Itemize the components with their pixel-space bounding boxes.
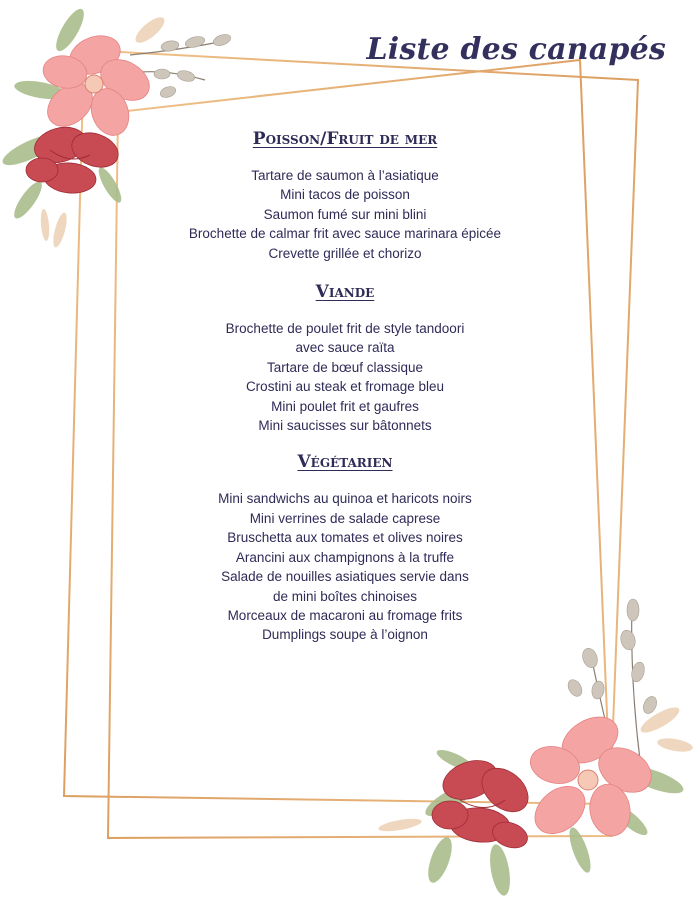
section-heading: Végétarien [297, 452, 393, 473]
item-list [130, 166, 560, 263]
menu-item: Mini sandwichs au quinoa et haricots noirs [218, 491, 472, 507]
menu-item: Brochette de calmar frit avec sauce marinara épicée [188, 226, 502, 242]
item-list [130, 319, 560, 435]
menu-item: Crostini au steak et fromage bleu [245, 379, 445, 395]
menu-item: Mini saucisses sur bâtonnets [258, 418, 432, 434]
menu-item: Brochette de poulet frit de style tandoori [225, 321, 465, 337]
menu-item: Tartare de bœuf classique [266, 359, 424, 375]
menu-item: Mini tacos de poisson [280, 187, 410, 203]
section-viande [130, 281, 560, 435]
menu-item: Bruschetta aux tomates et olives noires [227, 530, 463, 546]
section-poisson [130, 128, 560, 263]
menu-list [130, 128, 560, 645]
page-title: Liste des canapés [366, 32, 666, 68]
menu-item: Morceaux de macaroni au fromage frits [227, 607, 463, 623]
menu-item: Salade de nouilles asiatiques servie dans [221, 569, 469, 585]
item-list [130, 489, 560, 644]
section-heading: Poisson/Fruit de mer [252, 129, 438, 149]
menu-item: Saumon fumé sur mini blini [263, 206, 427, 222]
section-heading: Viande [315, 282, 375, 303]
section-vegetarien [130, 451, 560, 644]
menu-item: Dumplings soupe à l’oignon [262, 627, 428, 643]
menu-item: Arancini aux champignons à la truffe [235, 549, 455, 565]
menu-item: avec sauce raïta [295, 340, 395, 356]
menu-item: Mini verrines de salade caprese [249, 510, 441, 526]
menu-item: Crevette grillée et chorizo [268, 245, 422, 261]
menu-item: Tartare de saumon à l’asiatique [251, 168, 439, 183]
menu-item: de mini boîtes chinoises [272, 588, 418, 604]
menu-item: Mini poulet frit et gaufres [271, 398, 419, 414]
